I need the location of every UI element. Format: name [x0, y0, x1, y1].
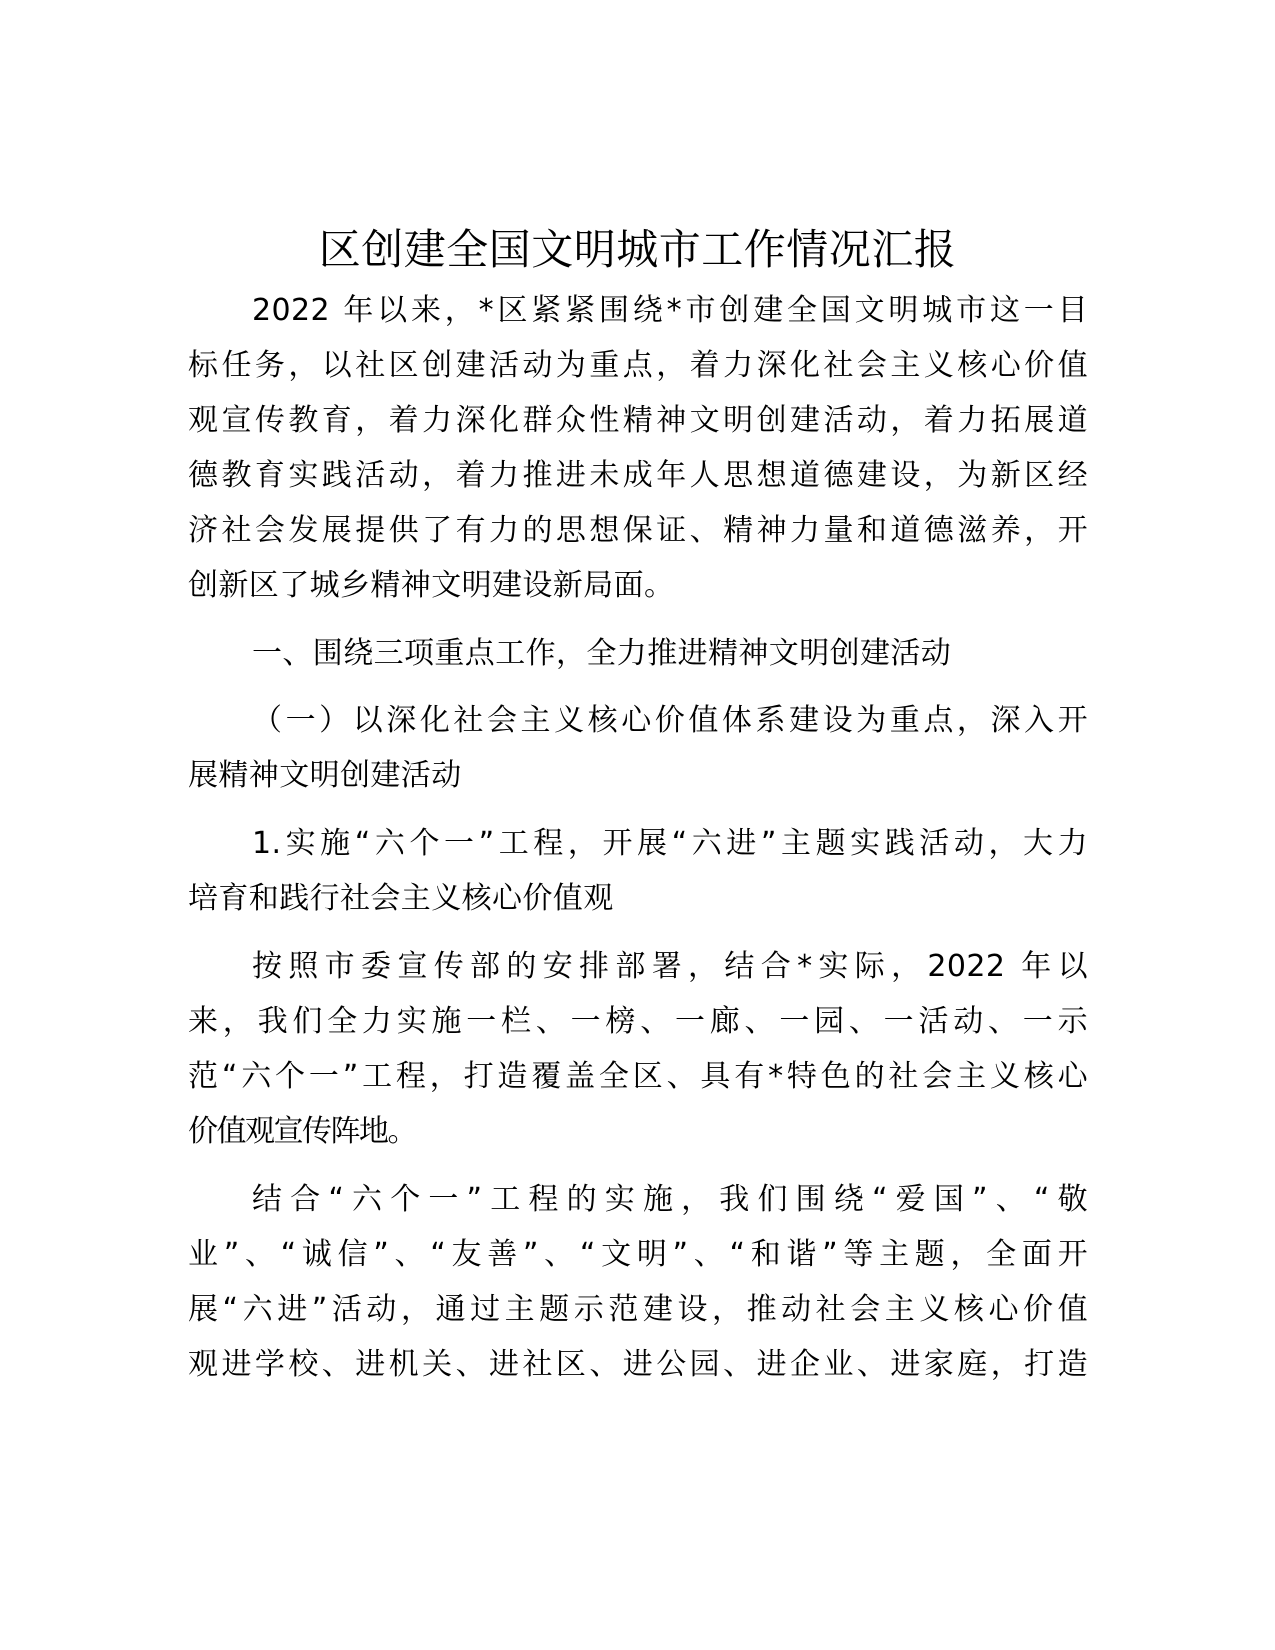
- paragraph-line: 结合“六个一”工程的实施，我们围绕“爱国”、“敬: [252, 1182, 1088, 1217]
- paragraph-line: 按照市委宣传部的安排部署，结合*实际，2022 年以: [252, 949, 1088, 984]
- paragraph-line: 2022 年以来，*区紧紧围绕*市创建全国文明城市这一目: [252, 293, 1088, 328]
- paragraph-line: 展“六进”活动，通过主题示范建设，推动社会主义核心价值: [188, 1292, 1088, 1327]
- document-title: 区创建全国文明城市工作情况汇报: [318, 225, 957, 274]
- item-heading: 1.实施“六个一”工程，开展“六进”主题实践活动，大力: [252, 826, 1088, 861]
- section-heading: 一、围绕三项重点工作，全力推进精神文明创建活动: [252, 636, 952, 671]
- paragraph-line: 创新区了城乡精神文明建设新局面。: [188, 568, 675, 603]
- paragraph-line: 范“六个一”工程，打造覆盖全区、具有*特色的社会主义核心: [188, 1059, 1088, 1094]
- paragraph-line: 来，我们全力实施一栏、一榜、一廊、一园、一活动、一示: [188, 1004, 1088, 1039]
- item-heading: 培育和践行社会主义核心价值观: [188, 881, 614, 916]
- paragraph-line: 德教育实践活动，着力推进未成年人思想道德建设，为新区经: [188, 458, 1088, 493]
- paragraph-line: 业”、“诚信”、“友善”、“文明”、“和谐”等主题，全面开: [188, 1237, 1088, 1272]
- subsection-heading: （一）以深化社会主义核心价值体系建设为重点，深入开: [252, 703, 1088, 738]
- paragraph-line: 济社会发展提供了有力的思想保证、精神力量和道德滋养，开: [188, 513, 1088, 548]
- subsection-heading: 展精神文明创建活动: [188, 758, 462, 793]
- paragraph-line: 价值观宣传阵地。: [188, 1114, 416, 1149]
- paragraph-line: 观进学校、进机关、进社区、进公园、进企业、进家庭，打造: [188, 1347, 1088, 1382]
- paragraph-line: 标任务，以社区创建活动为重点，着力深化社会主义核心价值: [188, 348, 1088, 383]
- paragraph-line: 观宣传教育，着力深化群众性精神文明创建活动，着力拓展道: [188, 403, 1088, 438]
